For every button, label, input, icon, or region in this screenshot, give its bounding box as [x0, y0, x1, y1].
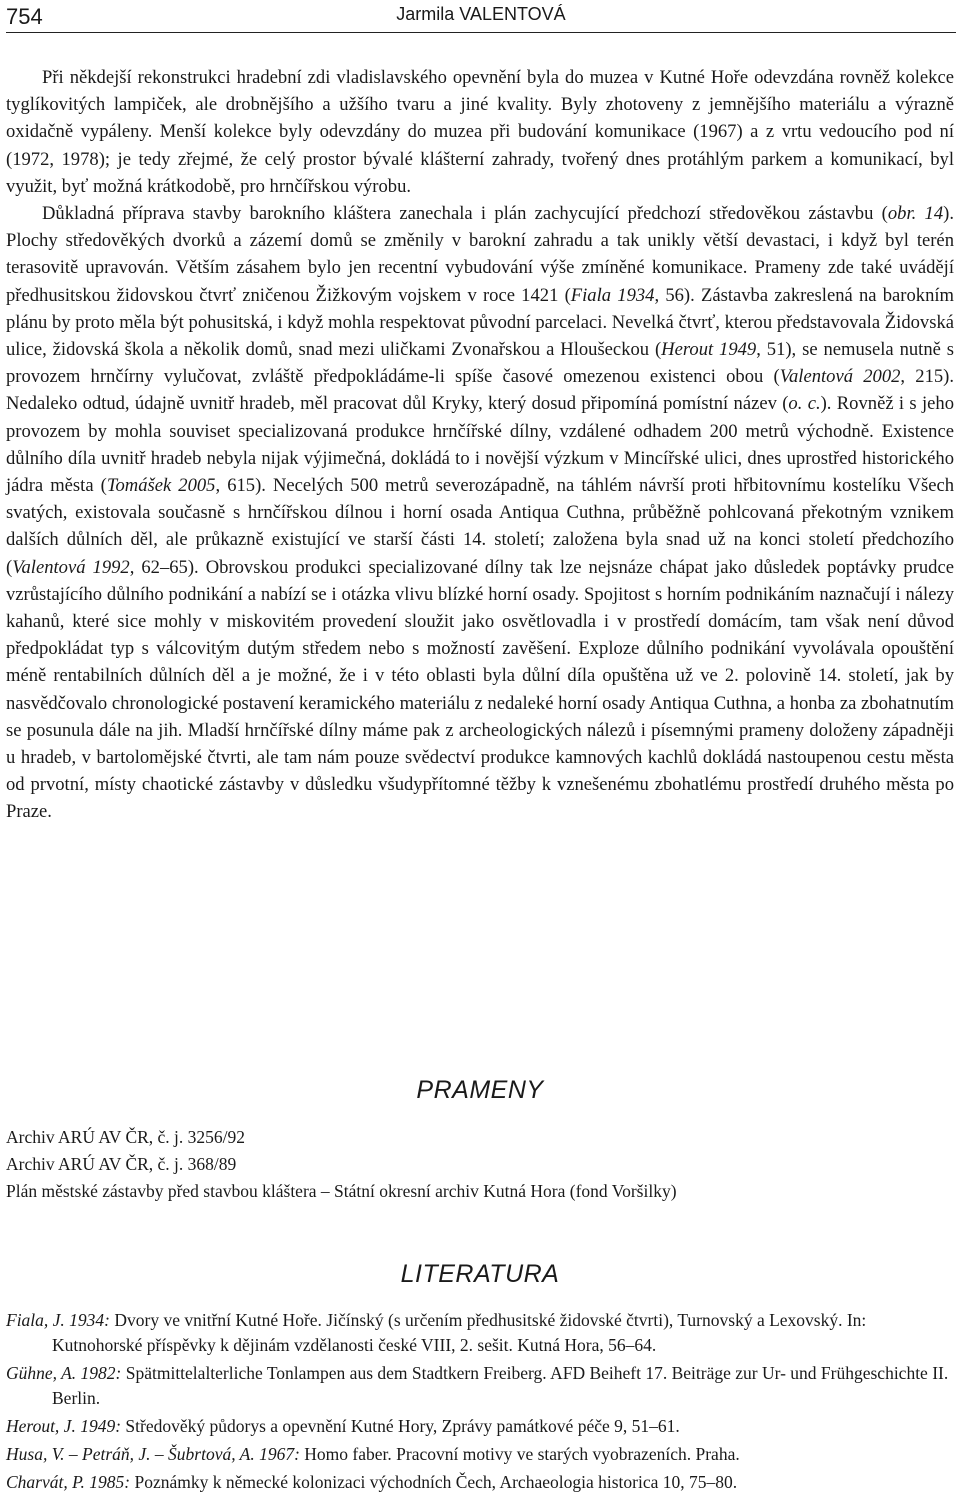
text-run: ). Rovněž i s jeho provozem by mohla souviset specializovaná produkce hrnčířské dílny, vzdálené odhadem 200 metrů východně. Existence důlního díla uvnitř hradeb nebyla nijak výjimečná, dokládá to i novější výzkum v Mincířské ulici, dnes uprostřed historického jádra města (: [6, 393, 954, 497]
text-run: Důkladná příprava stavby barokního kláštera zanechala i plán zachycující předchozí středověkou zástavbu (: [42, 203, 888, 225]
source-item: Archiv ARÚ AV ČR, č. j. 368/89: [6, 1154, 237, 1174]
paragraph-1: Při někdejší rekonstrukci hradební zdi vladislavského opevnění byla do muzea v Kutné Hoře odevzdána rovněž kolekce tyglíkovitých lampiček, ale drobnějšího a užšího tvaru a jiné kvality. Byly zhotoveny z jemnějšího materiálu a výrazně oxidačně vypáleny. Menší kolekce byly odevzdány do muzea při budování komunikace (1967) a z vrtu vedoucího pod ní (1972, 1978); je tedy zřejmé, že celý prostor bývalé klášterní zahrady, tvořený dnes protáhlým parkem a komunikací, byl využit, byť možná krátkodobě, pro hrnčířskou výrobu.: [6, 67, 954, 197]
sources-list: [6, 1124, 954, 1205]
reference-citation: Fiala, J. 1934:: [6, 1310, 111, 1330]
article-body: [6, 64, 954, 826]
reference-citation: Charvát, P. 1985:: [6, 1472, 131, 1492]
page-header: [6, 0, 956, 33]
text-run: , 51), se nemusela nutně s provozem hrnčírny vylučovat, zvláště předpokládáme-li spíše časové omezenou existenci obou (: [6, 339, 955, 388]
citation: Fiala 1934: [570, 284, 655, 306]
citation: Valentová 2002: [779, 366, 901, 388]
literature-heading: LITERATURA: [400, 1260, 560, 1288]
citation: Tomášek 2005: [106, 475, 216, 497]
citation: Valentová 1992: [12, 556, 130, 578]
reference-item: [6, 1414, 954, 1439]
paragraph-2: [6, 200, 954, 826]
reference-item: [6, 1308, 954, 1358]
literature-list: [6, 1308, 954, 1498]
reference-text: Dvory ve vnitřní Kutné Hoře. Jičínský (s určením předhusitské židovské čtvrti), Turnovský a Lexovský. In: Kutnohorské příspěvky k dějinám vzdělanosti české VIII, 2. sešit. Kutná Hora, 56–64.: [52, 1310, 867, 1355]
text-run: , 56). Zástavba zakreslená na barokním plánu by proto měla být pohusitská, i když mohla respektovat původní parcelaci. Nevelká čtvrť, kterou představovala Židovská ulice, židovská škola a několik domů, snad mezi uličkami Zvonařskou a Hloušeckou (: [6, 284, 955, 361]
reference-item: [6, 1442, 954, 1467]
citation: Herout 1949: [661, 339, 757, 361]
text-run: ). Plochy středověkých dvorků a zázemí domů se změnily v barokní zahradu a tak unikly větší devastaci, i když byl terén terasovitě upravován. Větším zásahem bylo jen recentní vybudování výše zmíněné komunikace. Prameny zde také uvádějí předhusitskou židovskou čtvrť zničenou Žižkovým vojskem v roce 1421 (: [6, 203, 954, 306]
reference-item: [6, 1361, 954, 1411]
reference-item: [6, 1470, 954, 1495]
source-item: Archiv ARÚ AV ČR, č. j. 3256/92: [6, 1127, 246, 1147]
text-run: , 215). Nedaleko odtud, údajně uvnitř hradeb, měl pracovat důl Kryky, který dosud připomíná pomístní název (: [6, 366, 954, 415]
source-item: Plán městské zástavby před stavbou kláštera – Státní okresní archiv Kutná Hora (fond Voršilky): [6, 1181, 677, 1201]
page-number: 754: [6, 4, 43, 29]
text-run: , 62–65). Obrovskou produkci specializované dílny tak lze nejsnáze chápat jako důsledek poptávky prudce vzrůstajícího důlního podnikání a nabízí se i otázka vlivu blízké horní osady. Spojitost s horním podnikáním naznačují i nálezy kahanů, které sice mohly v miskovitém provedení sloužit jako osvětlovadla i v prostředí domácím, tam však není důvod předpokládat typ s válcovitým dutým středem nebo s možností zavěšení. Exploze důlního podnikání vyvolávala opouštění méně rentabilních důlních děl a je možné, že i v této oblasti byla důlní díla opuštěna už ve 2. polovině 14. století, jak by nasvědčovalo chronologické postavení keramického materiálu z nedaleké horní osady Antiqua Cuthna, a honba za zbohatnutím se posunula dále na jih. Mladší hrnčířské dílny máme pak z archeologických nálezů i písemnými prameny doloženy západněji u hradeb, v bartolomějské čtvrti, ale tam nám pouze svědectví produkce kamnových kachlů dokládá nastoupenou cestu města od prvotní, místy chaotické zástavby v důsledku všudypřítomné těžby k vznešenému zbohatlému prostředí druhého města po Praze.: [6, 556, 954, 823]
text-run: , 615). Necelých 500 metrů severozápadně, na táhlém návrší proti hřbitovnímu kostelíku Všech svatých, existovala současně s hrnčířskou dílnou i horní osada Antiqua Cuthna, průběžně pohlcovaná překotným vznikem dalších důlních děl, ale průkazně existující ve starší části 14. století; založena byla snad už na konci století předchozího (: [6, 475, 954, 578]
reference-text: Poznámky k německé kolonizaci východních Čech, Archaeologia historica 10, 75–80.: [130, 1472, 738, 1492]
sources-heading: PRAMENY: [416, 1076, 544, 1104]
figure-reference: obr. 14: [887, 203, 944, 225]
reference-text: Středověký půdorys a opevnění Kutné Hory, Zprávy památkové péče 9, 51–61.: [121, 1416, 680, 1436]
reference-text: Spätmittelalterliche Tonlampen aus dem Stadtkern Freiberg. AFD Beiheft 17. Beiträge zur Ur- und Frühgeschichte II. Berlin.: [52, 1363, 949, 1408]
reference-citation: Gühne, A. 1982:: [6, 1363, 122, 1383]
reference-citation: Herout, J. 1949:: [6, 1416, 122, 1436]
running-head-author: Jarmila VALENTOVÁ: [396, 4, 566, 24]
reference-citation: Husa, V. – Petráň, J. – Šubrtová, A. 1967:: [6, 1444, 300, 1464]
citation: o. c.: [788, 393, 821, 415]
reference-text: Homo faber. Pracovní motivy ve starých vyobrazeních. Praha.: [299, 1444, 740, 1464]
